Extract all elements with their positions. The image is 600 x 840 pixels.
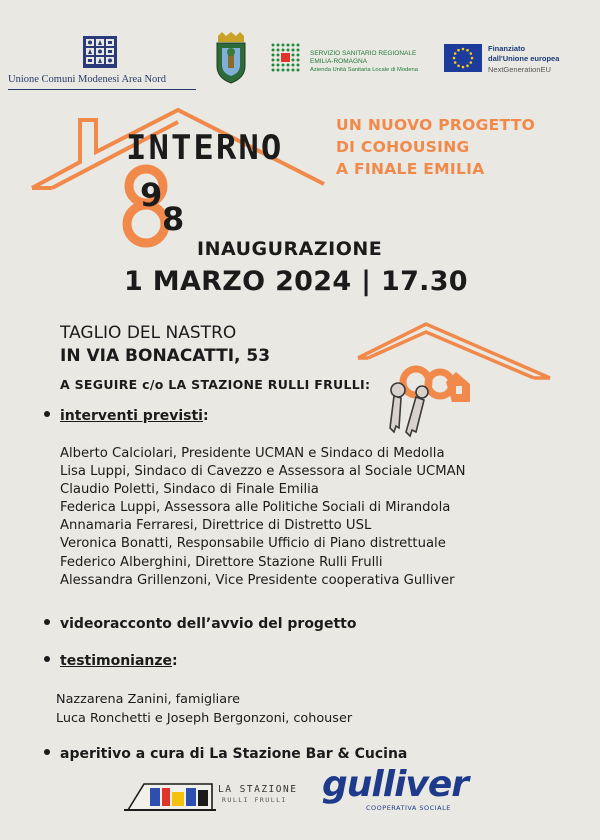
list-item: Luca Ronchetti e Joseph Bergonzoni, cohouser: [56, 711, 353, 726]
speakers-list: [60, 445, 465, 590]
eu-line-2: dall'Unione europea: [488, 54, 560, 63]
ribbon-line-2: IN VIA BONACATTI, 53: [60, 346, 271, 366]
bullet-interventi: [44, 408, 209, 424]
video-label: videoracconto dell’avvio del progetto: [60, 616, 357, 632]
testimonianze-label: testimonianze: [60, 653, 173, 669]
ucman-underline: [8, 89, 196, 90]
tagline-line-3: A FINALE EMILIA: [336, 160, 485, 178]
tagline: [336, 114, 535, 180]
srs-logo: [270, 42, 440, 76]
list-item: Veronica Bonatti, Responsabile Ufficio di Piano distrettuale: [60, 536, 446, 552]
bullet-testimonianze: [44, 653, 178, 669]
gulliver-sub: COOPERATIVA SOCIALE: [366, 804, 451, 812]
stazione-building-icon: [124, 770, 216, 814]
eu-line-3: NextGenerationEU: [488, 65, 551, 74]
list-item: Lisa Luppi, Sindaco di Cavezzo e Assessora al Sociale UCMAN: [60, 464, 466, 480]
aperitivo-label: aperitivo a cura di La Stazione Bar & Cucina: [60, 746, 408, 762]
list-item: Nazzarena Zanini, famigliare: [56, 692, 240, 707]
srs-line-2: EMILIA-ROMAGNA: [310, 58, 368, 65]
brand-number-8: 8: [162, 200, 185, 238]
ucman-name: Unione Comuni Modenesi Area Nord: [8, 74, 167, 85]
ribbon-line-1: TAGLIO DEL NASTRO: [60, 323, 237, 343]
eu-line-1: Finanziato: [488, 44, 526, 53]
town-shield-icon: [212, 32, 250, 84]
bullet-dot: [44, 749, 50, 755]
list-item: Federica Luppi, Assessora alle Politiche Sociali di Mirandola: [60, 500, 451, 516]
keys-icon: [354, 318, 560, 442]
event-datetime: 1 MARZO 2024 | 17.30: [124, 266, 468, 297]
bullet-dot: [44, 619, 50, 625]
interventi-colon: :: [202, 408, 209, 424]
bullet-video: [44, 616, 356, 632]
srs-line-1: SERVIZIO SANITARIO REGIONALE: [310, 50, 417, 57]
srs-line-3: Azienda Unità Sanitaria Locale di Modena: [310, 67, 418, 73]
bullet-dot: [44, 411, 50, 417]
testimonianze-colon: :: [172, 653, 178, 669]
bullet-dot: [44, 656, 50, 662]
list-item: Annamaria Ferraresi, Direttrice di Distretto USL: [60, 518, 372, 534]
eu-flag-icon: [444, 44, 482, 72]
follow-note: A SEGUIRE c/o LA STAZIONE RULLI FRULLI:: [60, 377, 371, 392]
eu-logo: [444, 42, 589, 78]
list-item: Federico Alberghini, Direttore Stazione Rulli Frulli: [60, 554, 383, 570]
gulliver-logo: gulliver: [322, 764, 469, 805]
testimonials-list: [56, 690, 352, 728]
srs-grid-icon: [270, 42, 304, 74]
list-item: Claudio Poletti, Sindaco di Finale Emilia: [60, 482, 319, 498]
list-item: Alberto Calciolari, Presidente UCMAN e Sindaco di Medolla: [60, 446, 445, 461]
ucman-crest-icon: [82, 35, 118, 69]
stazione-sub: RULLI FRULLI: [222, 796, 287, 804]
stazione-name: LA STAZIONE: [218, 784, 298, 795]
ucman-logo: [6, 32, 198, 90]
brand-word: INTERNO: [126, 128, 284, 168]
tagline-line-2: DI COHOUSING: [336, 138, 470, 156]
brand-number-9: 9: [140, 176, 163, 214]
bullet-aperitivo: [44, 746, 407, 762]
list-item: Alessandra Grillenzoni, Vice Presidente cooperativa Gulliver: [60, 572, 455, 588]
event-title: INAUGURAZIONE: [197, 238, 383, 260]
interventi-label: interventi previsti: [60, 408, 203, 424]
tagline-line-1: UN NUOVO PROGETTO: [336, 116, 536, 134]
